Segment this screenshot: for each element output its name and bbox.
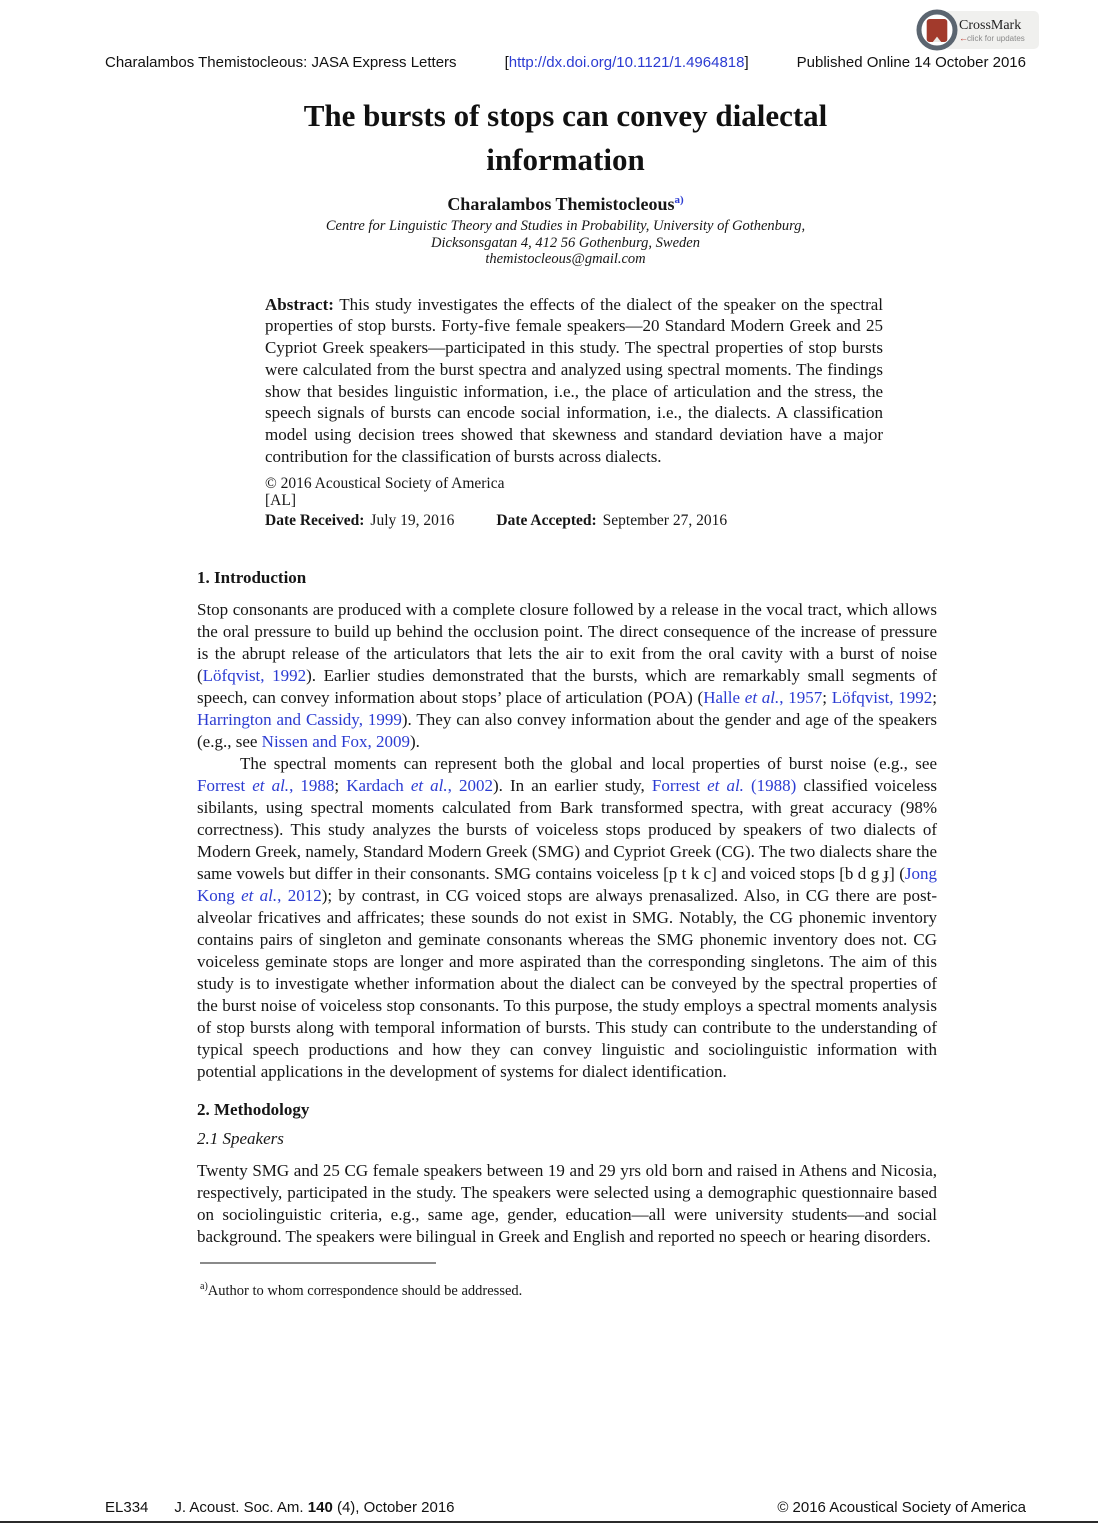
citation-link[interactable]: Harrington and Cassidy, 1999 <box>197 709 402 729</box>
doi-bracket-close: ] <box>744 54 749 71</box>
affiliation-block <box>105 218 1026 268</box>
text-segment: ). They can also convey information about the gender and age of the speakers (e.g., see <box>197 709 938 751</box>
citation-link[interactable]: , 2002 <box>447 775 493 795</box>
text-segment: ). <box>409 731 420 751</box>
dates-line <box>265 511 883 530</box>
citation-link[interactable]: , 2012 <box>277 885 322 905</box>
doi-citation <box>505 54 749 72</box>
pacs-tag: [AL] <box>265 492 296 510</box>
crossmark-title: CrossMark <box>959 18 1022 33</box>
footer-copyright: © 2016 Acoustical Society of America <box>777 1499 1026 1516</box>
footnote <box>200 1278 1026 1300</box>
text-segment: (4), October 2016 <box>332 1499 455 1516</box>
doi-bracket-open: [ <box>504 54 509 71</box>
citation-link[interactable]: , 1988 <box>289 775 335 795</box>
text-segment: This study investigates the effects of the dialect of the speaker on the spectral properties of stop bursts. Forty-five female speakers—20 Standard Modern Greek and 25 Cypriot Greek speakers—participated in this study. The spectral properties of stop bursts were calculated from the burst spectra and analyzed using spectral moments. The findings show that besides linguistic information, i.e., the place of articulation and the stress, the speech signals of bursts can encode social information, i.e., the dialects. A classification model using decision trees showed that skewness and standard deviation have a major contribution for the classification of bursts across dialects. <box>265 294 883 467</box>
footnote-divider <box>200 1262 436 1264</box>
citation-link[interactable]: Forrest <box>651 775 708 795</box>
citation-link[interactable]: Halle <box>703 687 745 707</box>
text-segment: 140 <box>307 1499 333 1516</box>
footer-left <box>105 1499 455 1516</box>
citation-link[interactable]: et al. <box>241 885 278 905</box>
citation-link[interactable]: et al. <box>744 687 780 707</box>
text-segment: ; <box>822 687 832 707</box>
subsection-2-1-heading: 2.1 Speakers <box>197 1128 284 1148</box>
crossmark-subtitle: click for updates <box>967 34 1025 43</box>
citation-link[interactable]: Nissen and Fox, 2009 <box>261 731 410 751</box>
date-received-value: July 19, 2016 <box>370 511 455 529</box>
text-segment: ; <box>932 687 938 707</box>
citation-link[interactable]: Forrest <box>197 775 253 795</box>
text-segment: ). Earlier studies demonstrated that the bursts, which are remarkably small segments of speech, can convey information about stops’ place of articulation (POA) ( <box>197 665 937 707</box>
crossmark-arrow-icon: ← <box>959 33 968 43</box>
citation-link[interactable]: Löfqvist, 1992 <box>831 687 933 707</box>
running-head-row <box>105 54 1026 72</box>
footnote-mark: a) <box>200 1280 208 1292</box>
citation-link[interactable]: Jong Kong <box>197 863 937 905</box>
text-segment: classified voiceless sibilants, using spectral moments calculated from Bark transformed spectra, with great accuracy (98% correctness). This study analyzes the bursts of voiceless stops produced by speakers of two dialects of Modern Greek, namely, Standard Modern Greek (SMG) and Cypriot Greek (CG). The two dialects share the same vowels but differ in their consonants. SMG contains voiceless [p t k c] and voiced stops [b d g ɟ] ( <box>197 775 938 883</box>
date-received-label: Date Received: <box>265 511 365 529</box>
abstract-text <box>265 294 883 468</box>
author-line <box>105 194 1026 215</box>
footnote-text: Author to whom correspondence should be addressed. <box>207 1282 523 1299</box>
abstract-block <box>265 294 883 530</box>
citation-link[interactable]: Löfqvist, 1992 <box>202 665 307 685</box>
affiliation-line-1: Centre for Linguistic Theory and Studies in Probability, University of Gothenburg, <box>325 218 806 234</box>
author-email: themistocleous@gmail.com <box>485 251 646 267</box>
citation-link[interactable]: et al. <box>707 775 744 795</box>
doi-link[interactable]: http://dx.doi.org/10.1121/1.4964818 <box>508 54 745 71</box>
crossmark-badge[interactable] <box>914 6 1042 54</box>
text-segment: ). In an earlier study, <box>493 775 652 795</box>
text-segment: ; <box>334 775 347 795</box>
text-segment: J. Acoust. Soc. Am. <box>174 1499 308 1516</box>
intro-paragraph-2 <box>197 753 937 1083</box>
section-2-heading: 2. Methodology <box>197 1099 310 1119</box>
published-online: Published Online 14 October 2016 <box>796 54 1026 71</box>
citation-link[interactable]: (1988) <box>743 775 797 795</box>
citation-link[interactable]: et al. <box>252 775 290 795</box>
intro-paragraph-1 <box>197 599 937 753</box>
page-footer <box>105 1499 1026 1516</box>
text-segment: ); by contrast, in CG voiced stops are always prenasalized. Also, in CG there are post-alveolar fricatives and affricates; these sounds do not exist in SMG. Notably, the CG phonemic inventory contains pairs of singleton and geminate consonants whereas the SMG phonemic inventory does not. CG voiceless geminate stops are longer and more aspirated than the corresponding singletons. The aim of this study is to investigate whether information about the dialect can be conveyed by the spectral properties of the burst noise of voiceless stop consonants. To this purpose, the study employs a spectral moments analysis of stop bursts along with temporal information of bursts. This study can contribute to the understanding of typical speech productions and how they can convey linguistic and sociolinguistic information with potential applications in the development of systems for dialect identification. <box>197 885 938 1081</box>
date-accepted-label: Date Accepted: <box>496 511 597 529</box>
text-segment: Twenty SMG and 25 CG female speakers between 19 and 29 yrs old born and raised in Athens and Nicosia, respectively, participated in the study. The speakers were selected using a demographic questionnaire based on sociolinguistic criteria, e.g., same age, gender, education—all were university students—and social background. The speakers were bilingual in Greek and English and reported no speech or hearing disorders. <box>197 1160 937 1246</box>
running-head: Charalambos Themistocleous: JASA Express Letters <box>105 54 457 71</box>
text-segment: The spectral moments can represent both the global and local properties of burst noise (e.g., see <box>240 753 937 773</box>
copyright-line: © 2016 Acoustical Society of America <box>265 474 505 492</box>
footer-rule <box>0 1521 1098 1523</box>
text-segment: EL334 <box>105 1499 149 1516</box>
text-segment: Stop consonants are produced with a complete closure followed by a release in the vocal tract, which allows the oral pressure to build up behind the occlusion point. The direct consequence of the increase of pressure is the abrupt release of the articulators that lets the air to exit from the oral cavity with a burst of noise ( <box>197 599 937 685</box>
text-segment: Abstract: <box>265 294 334 314</box>
section-1-heading: 1. Introduction <box>197 567 307 587</box>
citation-link[interactable]: , 1957 <box>779 687 823 707</box>
crossmark-icon <box>914 6 1042 54</box>
paper-title: The bursts of stops can convey dialectal information <box>303 98 828 177</box>
section-introduction <box>197 568 937 1248</box>
citation-link[interactable]: et al. <box>410 775 448 795</box>
speakers-paragraph <box>197 1160 937 1248</box>
affiliation-line-2: Dicksonsgatan 4, 412 56 Gothenburg, Sweden <box>431 234 700 251</box>
author-footnote-mark[interactable]: a) <box>674 194 684 206</box>
author-name: Charalambos Themistocleous <box>447 194 675 214</box>
date-accepted-value: September 27, 2016 <box>602 511 728 529</box>
citation-link[interactable]: Kardach <box>346 775 411 795</box>
